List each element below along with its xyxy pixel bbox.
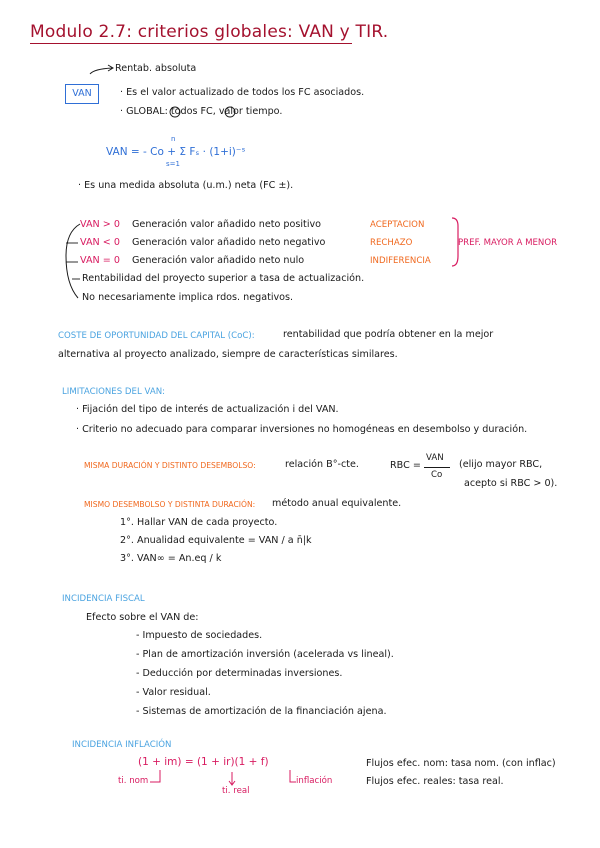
fiscal-item: - Impuesto de sociedades.	[136, 630, 263, 641]
van-box: VAN	[65, 84, 99, 104]
rbc-note-1: (elijo mayor RBC,	[459, 459, 543, 470]
van-bullet-2: · GLOBAL: todos FC, valor tiempo.	[120, 106, 283, 117]
criteria-cond-1: VAN > 0	[80, 219, 120, 230]
fiscal-heading: INCIDENCIA FISCAL	[62, 594, 145, 604]
pref-label: PREF. MAYOR A MENOR	[458, 238, 558, 248]
coste-text-1: rentabilidad que podría obtener en la mejor	[283, 329, 494, 340]
flujos-nominales: Flujos efec. nom: tasa nom. (con inflac)	[366, 758, 556, 769]
criteria-desc-1: Generación valor añadido neto positivo	[132, 219, 322, 230]
fiscal-item: - Plan de amortización inversión (acelerada vs lineal).	[136, 649, 394, 660]
step-2: 2°. Anualidad equivalente = VAN / a n̄|k	[120, 535, 312, 546]
criteria-extra-1: Rentabilidad del proyecto superior a tasa de actualización.	[82, 273, 365, 284]
arrow-nom-icon	[150, 770, 160, 782]
criteria-brace-icon	[66, 224, 80, 298]
fiscal-item: - Sistemas de amortización de la financiación ajena.	[136, 706, 387, 717]
limitaciones-item-2: · Criterio no adecuado para comparar inversiones no homogéneas en desembolso y duración.	[76, 424, 528, 435]
coste-label: COSTE DE OPORTUNIDAD DEL CAPITAL (CoC):	[58, 331, 255, 341]
criteria-result-2: RECHAZO	[370, 238, 413, 248]
van-formula: VAN = - Co + Σ Fₛ · (1+i)⁻ˢ	[106, 146, 246, 158]
step-3: 3°. VAN∞ = An.eq / k	[120, 553, 222, 564]
coste-text-2: alternativa al proyecto analizado, siempre de características similares.	[58, 349, 398, 360]
criteria-cond-3: VAN = 0	[80, 255, 120, 266]
limitaciones-item-1: · Fijación del tipo de interés de actualización i del VAN.	[76, 404, 339, 415]
rbc-label: RBC =	[390, 460, 421, 471]
misma-duracion-label: MISMA DURACIÓN Y DISTINTO DESEMBOLSO:	[84, 461, 256, 470]
fiscal-item: - Deducción por determinadas inversiones.	[136, 668, 343, 679]
label-inflacion: inflación	[296, 776, 333, 786]
sum-top: n	[171, 135, 176, 143]
rbc-numerator: VAN	[426, 453, 444, 463]
sum-bottom: s=1	[166, 160, 180, 168]
limitaciones-heading: LIMITACIONES DEL VAN:	[62, 387, 166, 397]
criteria-result-3: INDIFERENCIA	[370, 256, 431, 266]
step-1: 1°. Hallar VAN de cada proyecto.	[120, 517, 278, 528]
van-bullet-1: · Es el valor actualizado de todos los FC asociados.	[120, 87, 365, 98]
pref-bracket-icon	[452, 218, 458, 266]
mismo-desembolso-text: método anual equivalente.	[272, 498, 402, 509]
rbc-denominator: Co	[431, 470, 443, 480]
rbc-note-2: acepto si RBC > 0).	[464, 478, 558, 489]
criteria-cond-2: VAN < 0	[80, 237, 120, 248]
plus-circle-icon	[170, 107, 180, 117]
fiscal-item: - Valor residual.	[136, 687, 211, 698]
criteria-desc-3: Generación valor añadido neto nulo	[132, 255, 305, 266]
criteria-result-1: ACEPTACION	[370, 220, 425, 230]
arrow-infl-icon	[290, 770, 296, 782]
criteria-desc-2: Generación valor añadido neto negativo	[132, 237, 326, 248]
rentab-label: Rentab. absoluta	[115, 63, 197, 74]
misma-duracion-text: relación B°-cte.	[285, 459, 359, 470]
clock-circle-icon	[225, 107, 235, 117]
label-ti-nom: ti. nom	[118, 776, 149, 786]
flujos-reales: Flujos efec. reales: tasa real.	[366, 776, 504, 787]
mismo-desembolso-label: MISMO DESEMBOLSO Y DISTINTA DURACIÓN:	[84, 500, 256, 509]
van-bullet-3: · Es una medida absoluta (u.m.) neta (FC ±).	[78, 180, 294, 191]
page-title: Modulo 2.7: criterios globales: VAN y TIR.	[30, 22, 389, 42]
fiscal-intro: Efecto sobre el VAN de:	[86, 612, 199, 623]
label-ti-real: ti. real	[222, 786, 250, 796]
inflacion-heading: INCIDENCIA INFLACIÓN	[72, 740, 172, 750]
criteria-extra-2: No necesariamente implica rdos. negativos.	[82, 292, 294, 303]
inflacion-formula: (1 + im) = (1 + ir)(1 + f)	[138, 756, 269, 768]
